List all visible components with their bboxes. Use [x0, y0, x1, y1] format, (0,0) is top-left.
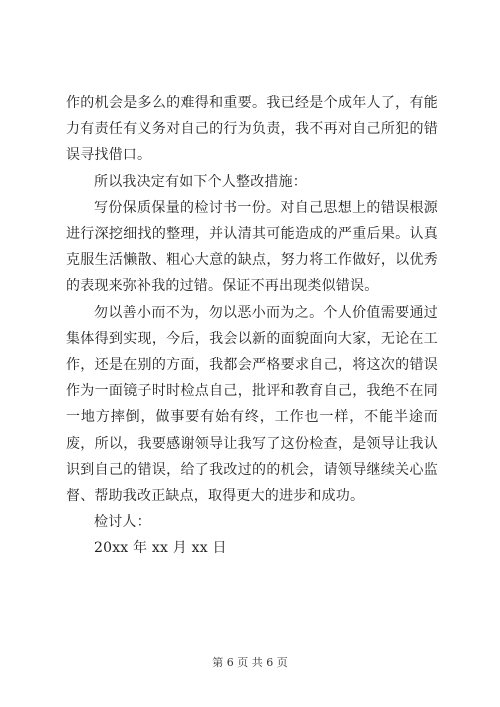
document-body — [66, 90, 438, 562]
signature-label: 检讨人： — [94, 514, 151, 531]
paragraph-self-review: 写份保质保量的检讨书一份。对自己思想上的错误根源进行深挖细找的整理，并认清其可能造成的严重后果。认真克服生活懒散、粗心大意的缺点，努力将工作做好，以优秀的表现来弥补我的过错。保证不再出现类似错误。 — [66, 199, 438, 295]
paragraph-continuation: 作的机会是多么的难得和重要。我已经是个成年人了，有能力有责任有义务对自己的行为负责，我不再对自己所犯的错误寻找借口。 — [66, 95, 438, 164]
paragraph-measures-intro: 所以我决定有如下个人整改措施： — [94, 173, 307, 190]
page-number-footer: 第 6 页 共 6 页 — [212, 656, 288, 669]
paragraph-commitment: 勿以善小而不为，勿以恶小而为之。个人价值需要通过集体得到实现，今后，我会以新的面貌面向大家，无论在工作，还是在别的方面，我都会严格要求自己，将这次的错误作为一面镜子时时检点自己，批评和教育自己，我绝不在同一地方摔倒，做事要有始有终，工作也一样，不能半途而废，所以，我要感谢领导让我写了这份检查，是领导让我认识到自己的错误，给了我改过的的机会，请领导继续关心监督、帮助我改正缺点，取得更大的进步和成功。 — [66, 304, 438, 505]
date-line: 20xx 年 xx 月 xx 日 — [94, 540, 227, 557]
